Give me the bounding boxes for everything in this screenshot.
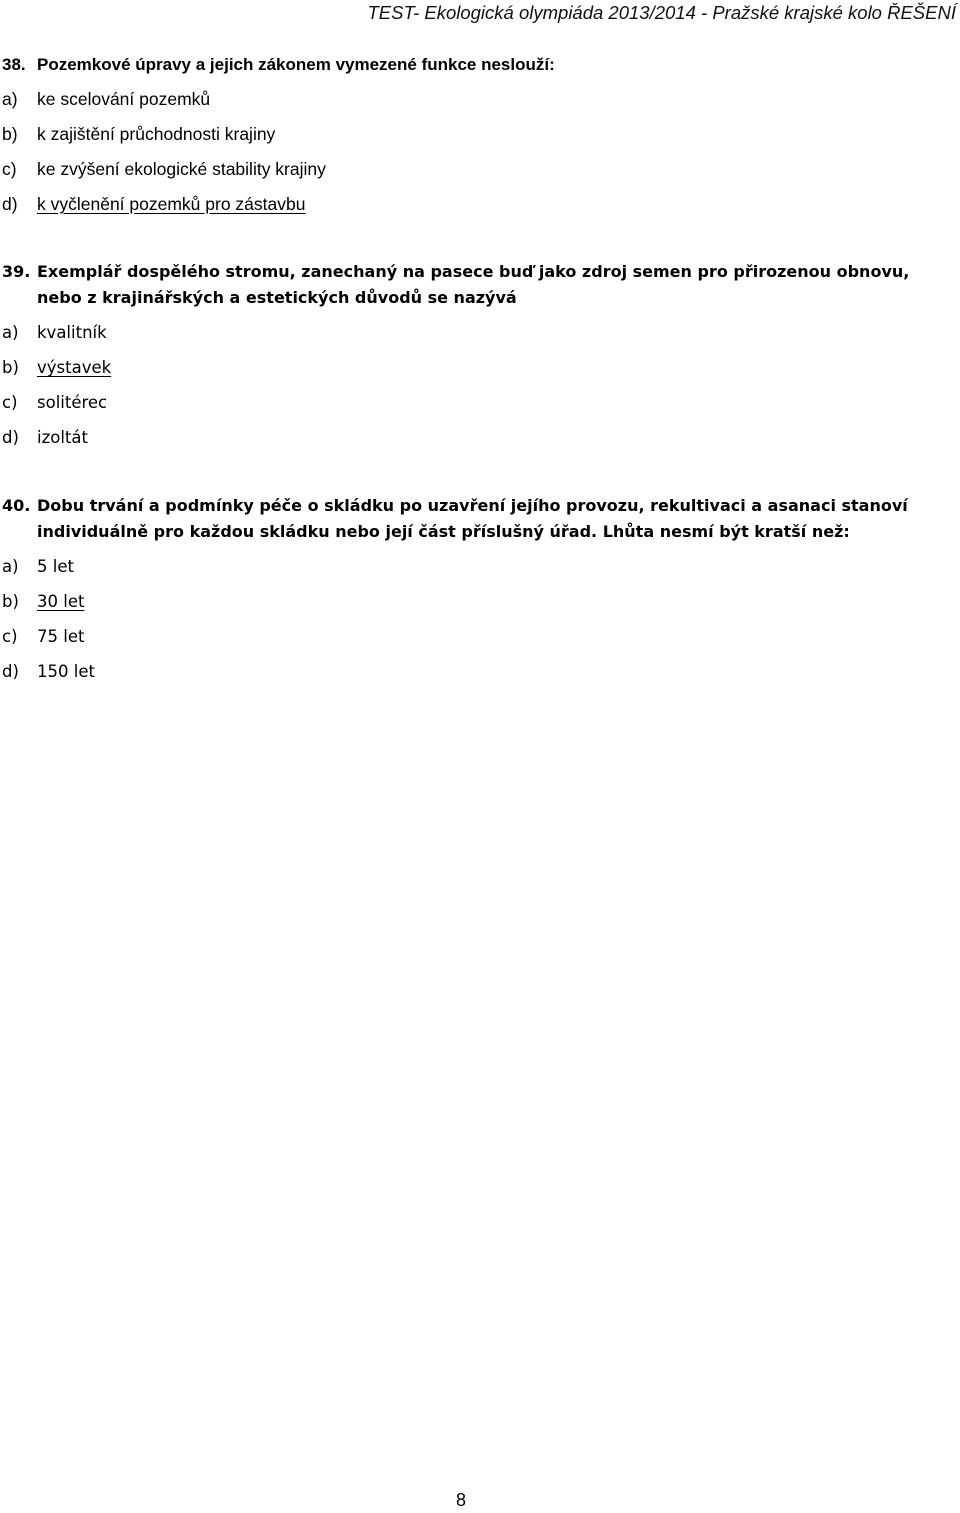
option-text: 5 let [37, 557, 74, 576]
option-letter: b) [2, 592, 19, 611]
question-title [0, 52, 950, 78]
option-letter: d) [2, 194, 18, 214]
answer-option-d-correct [0, 187, 950, 222]
question-number: 40. [2, 496, 31, 515]
question-text: Pozemkové úpravy a jejich zákonem vymezené funkce neslouží: [37, 55, 555, 74]
answer-option-c [0, 152, 950, 187]
option-text: 150 let [37, 662, 95, 681]
answer-option-c [0, 619, 950, 654]
answer-option-b-correct [0, 350, 950, 385]
option-text: k vyčlenění pozemků pro zástavbu [37, 194, 306, 214]
option-letter: b) [2, 124, 18, 144]
question-text: Exemplář dospělého stromu, zanechaný na pasece buď jako zdroj semen pro přirozenou obnovu, nebo z krajinářských a estetických důvodů se nazývá [37, 262, 910, 307]
option-letter: a) [2, 89, 18, 109]
answer-option-a [0, 315, 950, 350]
page-header: TEST- Ekologická olympiáda 2013/2014 - Pražské krajské kolo ŘEŠENÍ [367, 2, 956, 23]
option-text: ke scelování pozemků [37, 89, 211, 109]
question-39 [0, 259, 950, 455]
option-letter: d) [2, 662, 19, 681]
question-text: Dobu trvání a podmínky péče o skládku po uzavření jejího provozu, rekultivaci a asanaci stanoví individuálně pro každou skládku nebo její část příslušný úřad. Lhůta nesmí být kratší než: [37, 496, 908, 541]
option-letter: a) [2, 323, 19, 342]
option-text: solitérec [37, 393, 108, 412]
question-title [0, 493, 950, 545]
page-number: 8 [455, 1490, 466, 1510]
question-number: 39. [2, 262, 31, 281]
question-40 [0, 493, 950, 689]
question-title [0, 259, 950, 311]
option-text: k zajištění průchodnosti krajiny [37, 124, 276, 144]
answer-option-d [0, 654, 950, 689]
answer-option-b-correct [0, 584, 950, 619]
option-text: ke zvýšení ekologické stability krajiny [37, 159, 326, 179]
answer-option-d [0, 420, 950, 455]
answer-option-b [0, 117, 950, 152]
option-text: izoltát [37, 428, 88, 447]
answer-option-a [0, 82, 950, 117]
option-letter: a) [2, 557, 19, 576]
answer-option-a [0, 549, 950, 584]
option-text: kvalitník [37, 323, 107, 342]
question-38 [0, 52, 950, 222]
option-text: výstavek [37, 358, 112, 377]
option-text: 30 let [37, 592, 85, 611]
option-letter: d) [2, 428, 19, 447]
option-letter: c) [2, 627, 18, 646]
answer-option-c [0, 385, 950, 420]
option-text: 75 let [37, 627, 85, 646]
option-letter: c) [2, 393, 18, 412]
question-number: 38. [2, 55, 26, 74]
option-letter: b) [2, 358, 19, 377]
option-letter: c) [2, 159, 17, 179]
